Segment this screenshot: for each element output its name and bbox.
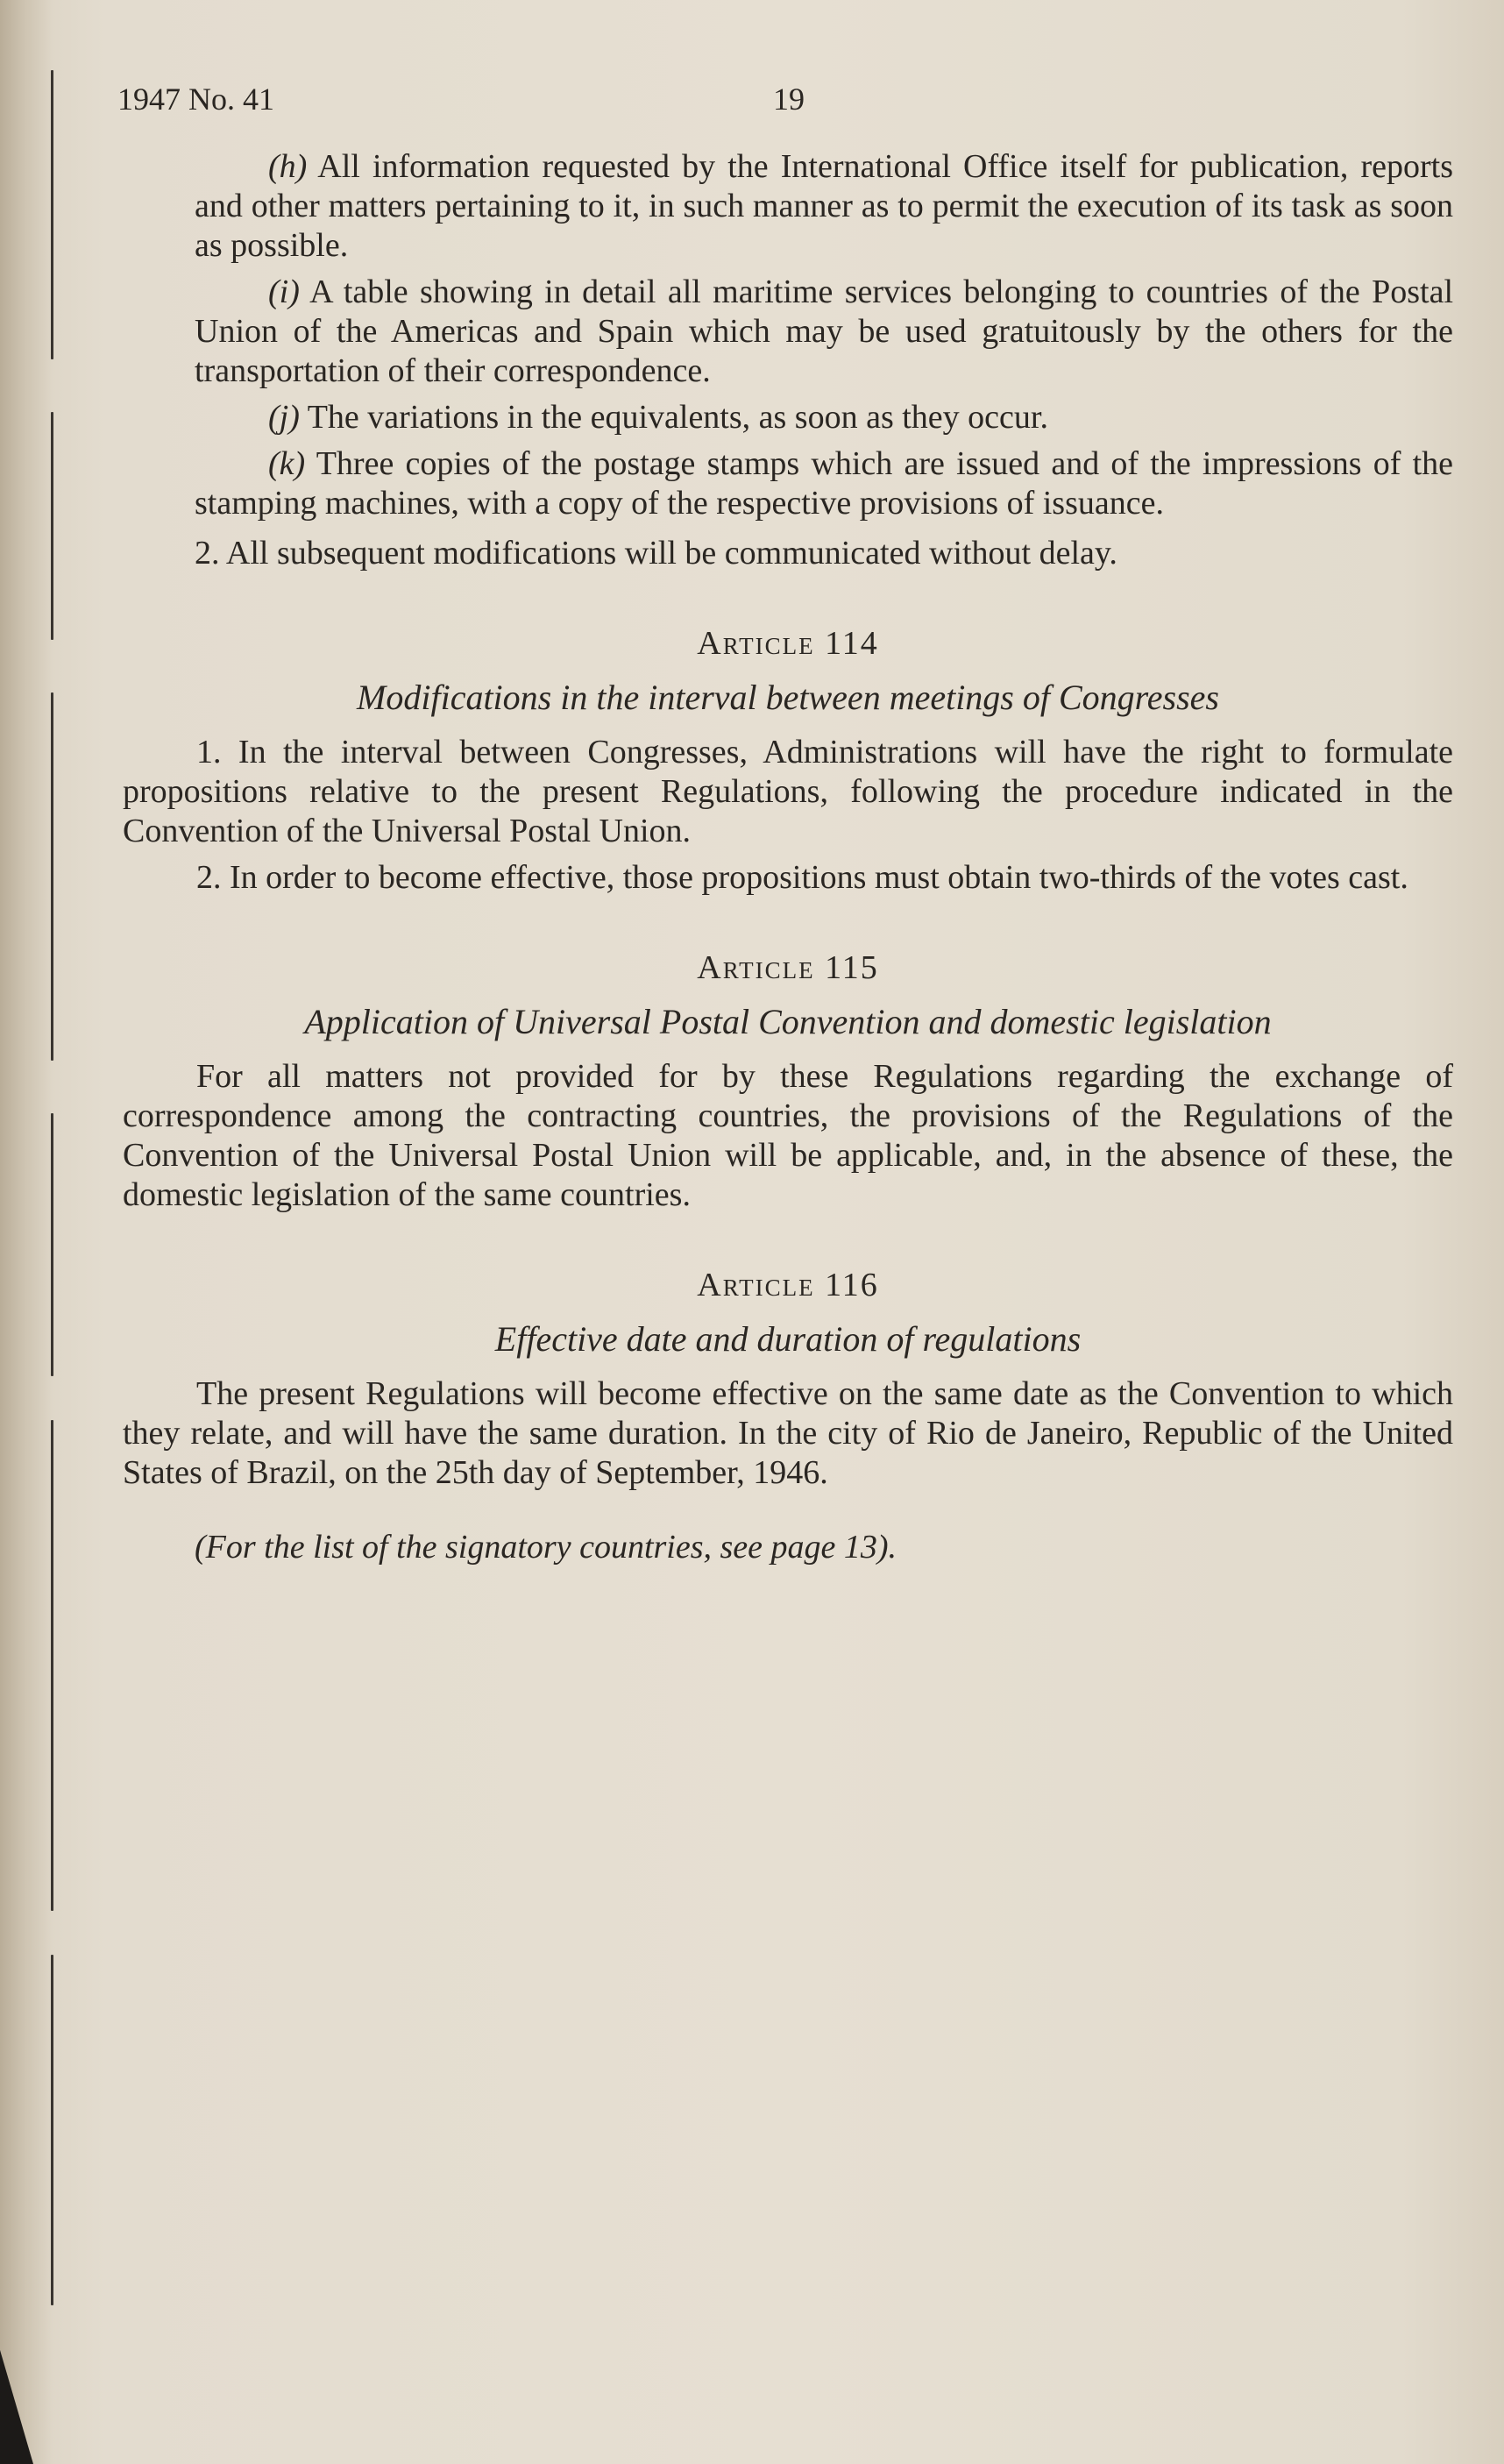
list-item-k [123, 444, 1453, 523]
binding-edge-line [51, 692, 53, 1061]
article-115-paragraph-1: For all matters not provided for by these Regulations regarding the exchange of correspondence among the contracting countries, the provisions of the Regulations of the Convention of the Universal Postal Union will be applicable, and, in the absence of these, the domestic legislation of the same countries. [123, 1058, 1453, 1213]
list-item-j [123, 398, 1453, 437]
article-114-subtitle: Modifications in the interval between meetings of Congresses [357, 678, 1219, 717]
binding-edge-line [51, 70, 53, 359]
article-114-paragraph-1: 1. In the interval between Congresses, Administrations will have the right to formulate propositions relative to the present Regulations, following the procedure indicated in the Convention of the Universal Postal Union. [123, 734, 1453, 849]
page-corner-shadow [0, 2350, 33, 2464]
item-text: A table showing in detail all maritime services belonging to countries of the Postal Union of the Americas and Spain which may be used gratuitously by the others for the transportation of their correspondence. [195, 273, 1453, 389]
item-label: (i) [268, 273, 300, 310]
document-reference: 1947 No. 41 [117, 82, 274, 117]
item-label: (j) [268, 399, 300, 436]
article-114-title: Article 114 [697, 625, 879, 662]
page-body [123, 147, 1453, 1567]
article-116-title: Article 116 [697, 1267, 879, 1303]
binding-edge-line [51, 1113, 53, 1376]
page-number: 19 [773, 82, 805, 117]
item-label: (h) [268, 148, 308, 185]
list-item-i [123, 273, 1453, 391]
book-binding-shadow [0, 0, 53, 2464]
binding-edge-line [51, 1955, 53, 2305]
item-label: (k) [268, 445, 306, 482]
item-text: The variations in the equivalents, as soon as they occur. [299, 399, 1048, 436]
article-116-subtitle: Effective date and duration of regulations [494, 1319, 1082, 1359]
item-text: Three copies of the postage stamps which are issued and of the impressions of the stamping machines, with a copy of the respective provisions of issuance. [195, 445, 1453, 522]
article-115-title: Article 115 [697, 949, 879, 986]
article-115-subtitle: Application of Universal Postal Convention and domestic legislation [304, 1002, 1272, 1041]
list-item-h [123, 147, 1453, 266]
article-116-paragraph-1: The present Regulations will become effective on the same date as the Convention to which they relate, and will have the same duration. In the city of Rio de Janeiro, Republic of the United States of Brazil, on the 25th day of September, 1946. [123, 1375, 1453, 1491]
signatory-note: (For the list of the signatory countries, see page 13). [195, 1529, 897, 1566]
paragraph-2: 2. All subsequent modifications will be communicated without delay. [195, 535, 1117, 572]
binding-edge-line [51, 1420, 53, 1911]
binding-edge-line [51, 412, 53, 640]
page-header [114, 81, 1455, 124]
article-114-paragraph-2: 2. In order to become effective, those propositions must obtain two-thirds of the votes cast. [196, 859, 1408, 896]
item-text: All information requested by the International Office itself for publication, reports and other matters pertaining to it, in such manner as to permit the execution of its task as soon as possible. [195, 148, 1453, 264]
